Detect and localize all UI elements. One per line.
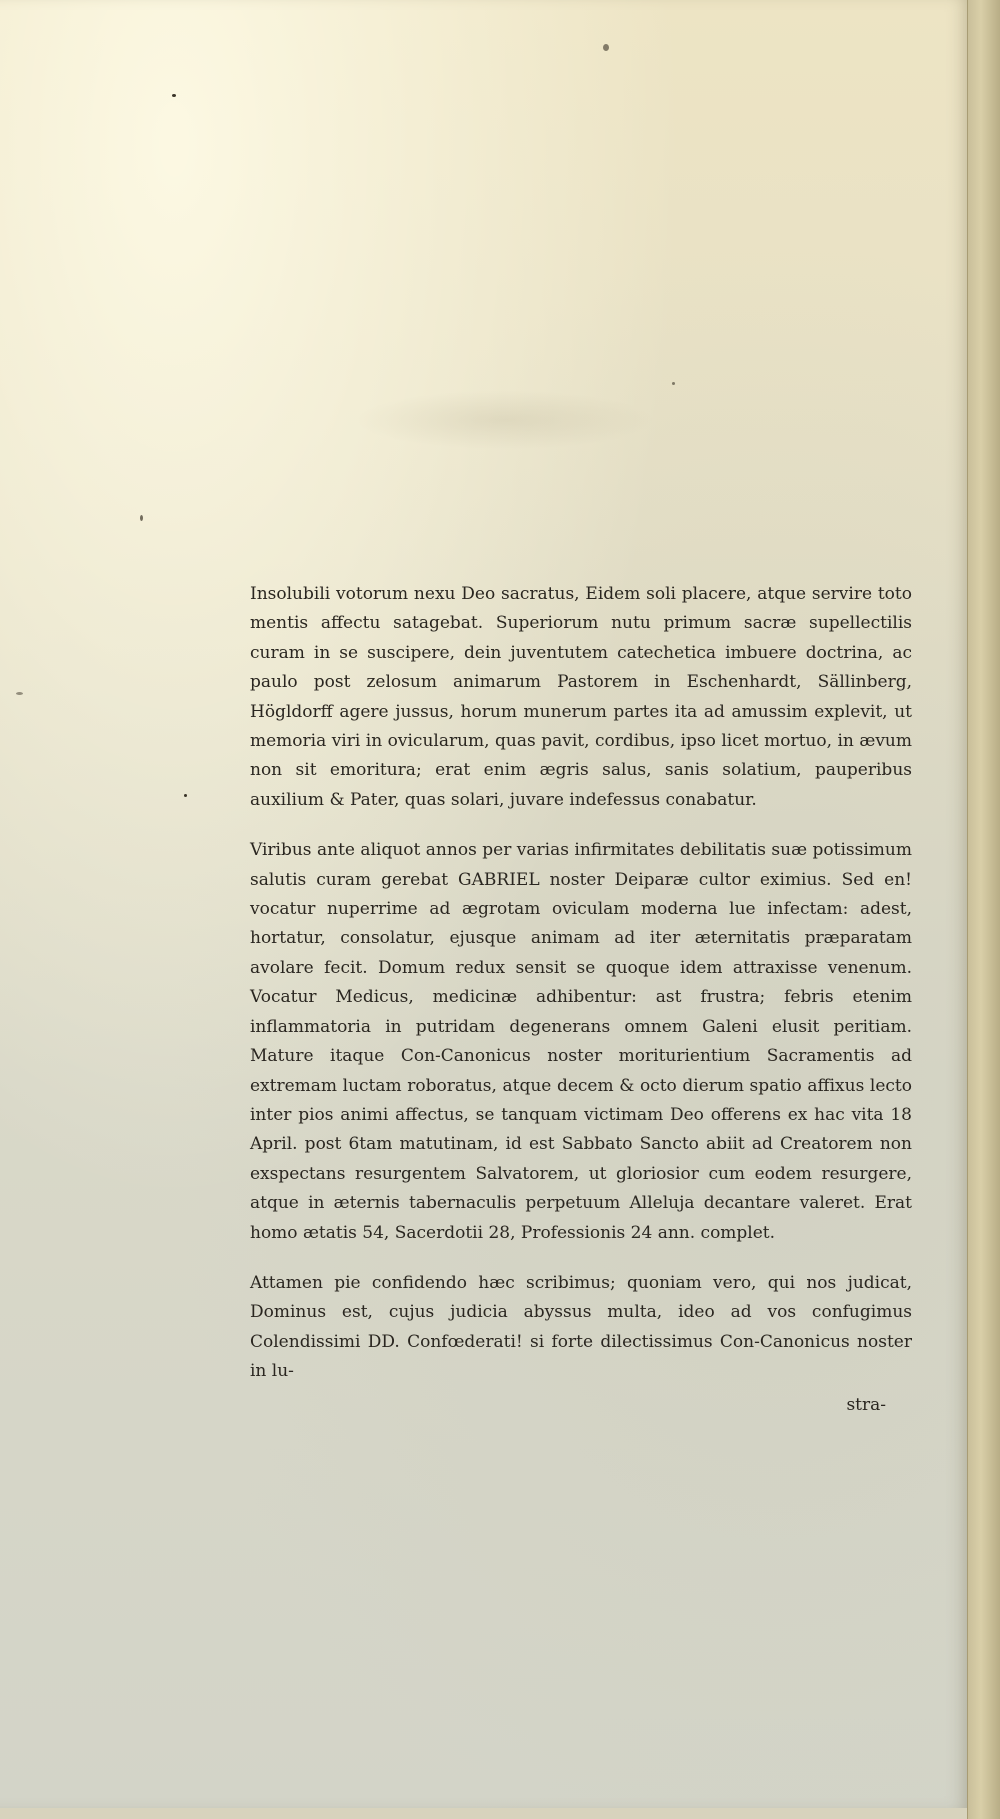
catchword: stra- xyxy=(846,1394,886,1415)
ink-speck xyxy=(184,794,187,797)
paragraph-vows: Insolubili votorum nexu Deo sacratus, Eidem soli placere, atque servire toto mentis affectu satagebat. Superiorum nutu primum sacræ supellectilis curam in se suscipere, dein juventutem catechetica imbuere doctrina, ac paulo post zelosum animarum Pastorem in Eschenhardt, Sällinberg, Högldorff agere jussus, horum munerum partes ita ad amussim explevit, ut memoria viri in ovicularum, quas pavit, cordibus, ipso licet mortuo, in ævum non sit emoritura; erat enim ægris salus, sanis solatium, pauperibus auxilium & Pater, quas solari, juvare indefessus conabatur. xyxy=(250,584,912,810)
ink-speck xyxy=(140,515,143,521)
ink-speck xyxy=(16,692,23,695)
page-edge xyxy=(967,0,1000,1819)
paragraph-plea: Attamen pie confidendo hæc scribimus; quoniam vero, qui nos judicat, Dominus est, cujus judicia abyssus multa, ideo ad vos confugimus Colendissimi DD. Confœderati! si forte dilectissimus Con-Canonicus noster in lu- xyxy=(250,1272,912,1382)
ink-speck xyxy=(672,382,675,385)
paragraph-illness-death: Viribus ante aliquot annos per varias infirmitates debilitatis suæ potissimum salutis curam gerebat GABRIEL noster Deiparæ cultor eximius. Sed en! vocatur nuperrime ad ægrotam oviculam moderna lue infectam: adest, hortatur, consolatur, ejusque animam ad iter æternitatis præparatam avolare fecit. Domum redux sensit se quoque idem attraxisse venenum. Vocatur Medicus, medicinæ adhibentur: ast frustra; febris etenim inflammatoria in putridam degenerans omnem Galeni elusit peritiam. Mature itaque Con-Canonicus noster moriturientium Sacramentis ad extremam luctam roboratus, atque decem & octo dierum spatio affixus lecto inter pios animi affectus, se tanquam victimam Deo offerens ex hac vita 18 April. post 6tam matutinam, id est Sabbato Sancto abiit ad Creatorem non exspectans resurgentem Salvatorem, ut gloriosior cum eodem resurgere, atque in æternis tabernaculis perpetuum Alleluja decantare valeret. Erat homo ætatis 54, Sacerdotii 28, Professionis 24 ann. complet. xyxy=(250,840,912,1243)
document-text xyxy=(250,580,912,1420)
paper-stain xyxy=(355,390,655,450)
ink-speck xyxy=(172,94,176,97)
ink-speck xyxy=(603,44,609,51)
